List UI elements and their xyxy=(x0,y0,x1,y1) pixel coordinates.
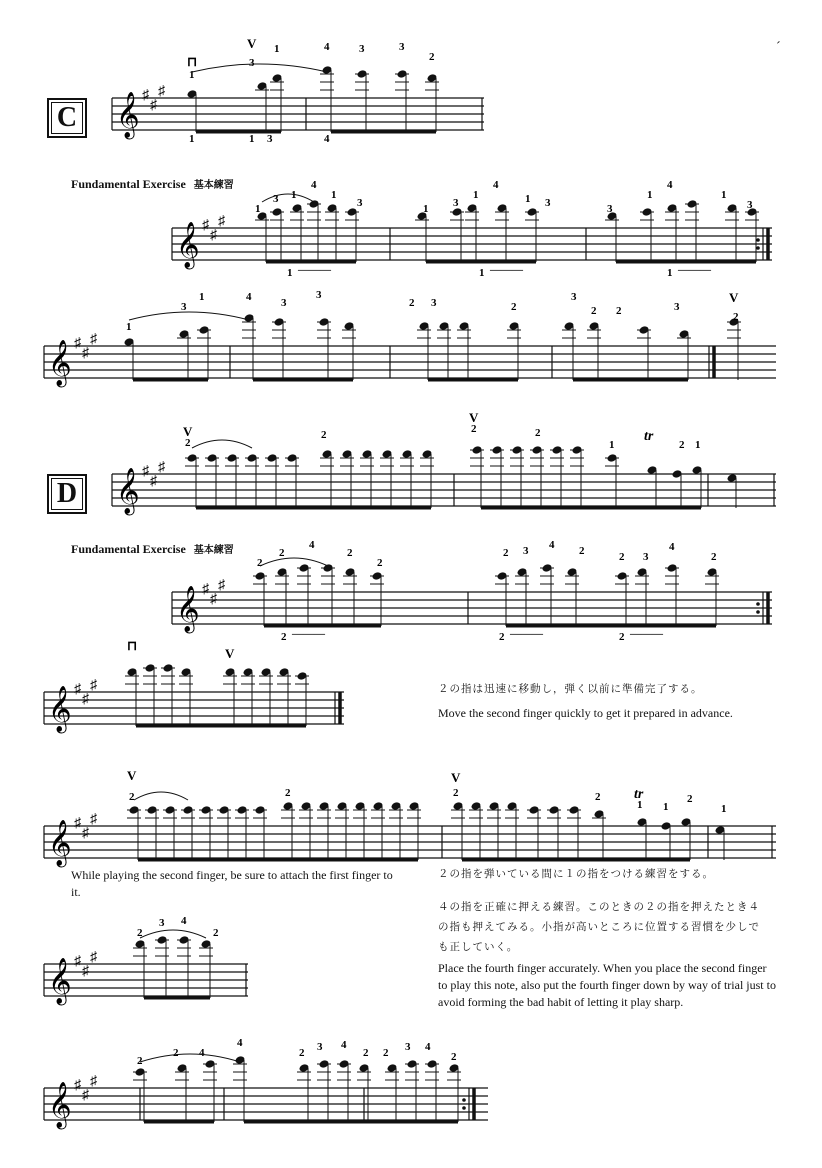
key-sharp: ♯ xyxy=(74,1078,81,1093)
staff-d-exercise xyxy=(172,539,782,643)
fingering-number: 3 xyxy=(643,551,649,563)
fingering-number: 4 xyxy=(669,541,675,553)
fingering-number: 2 xyxy=(257,557,263,569)
extension-line: ——— xyxy=(678,264,711,276)
fingering-number: 3 xyxy=(674,301,680,313)
key-sharp: ♯ xyxy=(218,578,225,593)
staff-d-fourth-short xyxy=(44,910,254,1020)
key-sharp: ♯ xyxy=(218,214,225,229)
extension-line: ——— xyxy=(630,628,663,640)
fingering-number: 4 xyxy=(309,539,315,551)
fingering-number: 3 xyxy=(747,199,753,211)
key-sharp: ♯ xyxy=(150,474,157,489)
fingering-number: 3 xyxy=(249,57,255,69)
fingering-below: 2 xyxy=(619,631,625,643)
treble-clef: 𝄞 xyxy=(116,468,140,513)
key-sharp: ♯ xyxy=(74,816,81,831)
fingering-below: 4 xyxy=(324,133,330,145)
treble-clef: 𝄞 xyxy=(48,1082,72,1127)
fingering-number: 3 xyxy=(317,1041,323,1053)
treble-clef: 𝄞 xyxy=(116,92,140,137)
fingering-number: 2 xyxy=(429,51,435,63)
fingering-number: 1 xyxy=(473,189,479,201)
repeat-dot xyxy=(462,1106,466,1110)
fingering-number: 2 xyxy=(173,1047,179,1059)
key-sharp: ♯ xyxy=(210,228,217,243)
fingering-number: 2 xyxy=(511,301,517,313)
fingering-number: 2 xyxy=(377,557,383,569)
slur xyxy=(262,194,314,202)
fingering-number: 2 xyxy=(679,439,685,451)
fingering-number: 4 xyxy=(199,1047,205,1059)
note-attach-first-jp: ２の指を弾いている間に１の指をつける練習をする。 xyxy=(438,869,714,880)
exercise-heading-en: Fundamental Exercise xyxy=(71,177,186,191)
up-bow-mark: V xyxy=(469,410,479,425)
fingering-number: 3 xyxy=(607,203,613,215)
fingering-number: 2 xyxy=(347,547,353,559)
key-sharp: ♯ xyxy=(142,464,149,479)
fingering-number: 1 xyxy=(274,43,280,55)
key-sharp: ♯ xyxy=(158,460,165,475)
note-attach-first-en: While playing the second finger, be sure to attach the first finger to it. xyxy=(71,868,393,899)
slur xyxy=(192,64,327,72)
key-sharp: ♯ xyxy=(202,582,209,597)
fingering-below: 1 xyxy=(249,133,255,145)
fingering-number: 2 xyxy=(363,1047,369,1059)
fingering-number: 1 xyxy=(637,799,643,811)
key-sharp: ♯ xyxy=(82,826,89,841)
fingering-number: 2 xyxy=(591,305,597,317)
fingering-number: 2 xyxy=(299,1047,305,1059)
fingering-number: 1 xyxy=(663,801,669,813)
key-sharp: ♯ xyxy=(90,950,97,965)
exercise-heading-jp: 基本練習 xyxy=(193,545,234,556)
treble-clef: 𝄞 xyxy=(48,820,72,865)
fingering-number: 2 xyxy=(579,545,585,557)
extension-line: ——— xyxy=(298,264,331,276)
fingering-number: 1 xyxy=(721,189,727,201)
up-bow-mark: V xyxy=(225,646,235,661)
fingering-number: 1 xyxy=(291,189,297,201)
staff-c-exercise xyxy=(172,178,782,278)
section-label-d: D xyxy=(47,474,87,514)
exercise-heading-jp: 基本練習 xyxy=(193,180,234,191)
key-sharp: ♯ xyxy=(74,682,81,697)
fingering-number: 1 xyxy=(423,203,429,215)
fingering-number: 2 xyxy=(733,311,739,323)
note-fourth-jp: ４の指を正確に押える練習。このときの２の指を押えたとき４の指も押えてみる。小指が高いところに位置する習慣を少しでも正していく。 xyxy=(438,902,760,953)
up-bow-mark: V xyxy=(451,770,461,785)
fingering-number: 3 xyxy=(405,1041,411,1053)
fingering-number: 1 xyxy=(255,203,261,215)
fingering-number: 2 xyxy=(687,793,693,805)
key-sharp: ♯ xyxy=(90,1074,97,1089)
up-bow-mark: V xyxy=(729,290,739,305)
up-bow-mark: V xyxy=(183,424,193,439)
fingering-number: 3 xyxy=(359,43,365,55)
treble-clef: 𝄞 xyxy=(176,586,200,631)
fingering-number: 4 xyxy=(311,179,317,191)
fingering-number: 1 xyxy=(609,439,615,451)
slur xyxy=(260,558,328,566)
fingering-number: 2 xyxy=(129,791,135,803)
fingering-number: 3 xyxy=(273,193,279,205)
fingering-number: 1 xyxy=(331,189,337,201)
fingering-number: 2 xyxy=(619,551,625,563)
key-sharp: ♯ xyxy=(74,954,81,969)
fingering-number: 2 xyxy=(383,1047,389,1059)
staff-d-fourth-finger xyxy=(44,1037,494,1140)
fingering-number: 3 xyxy=(545,197,551,209)
fingering-number: 2 xyxy=(285,787,291,799)
fingering-number: 3 xyxy=(571,291,577,303)
key-sharp: ♯ xyxy=(90,332,97,347)
slur xyxy=(129,312,249,320)
down-bow-mark: ⊓ xyxy=(187,54,198,69)
fingering-below: 1 xyxy=(667,267,673,279)
fingering-number: 2 xyxy=(535,427,541,439)
fingering-below: 1 xyxy=(189,133,195,145)
slur xyxy=(192,440,252,448)
fingering-number: 2 xyxy=(503,547,509,559)
fingering-number: 3 xyxy=(281,297,287,309)
fingering-number: 4 xyxy=(667,179,673,191)
repeat-dot xyxy=(756,610,760,614)
note-second-finger-jp: ２の指は迅速に移動し，弾く以前に準備完了する。 xyxy=(438,684,703,695)
fingering-number: 3 xyxy=(181,301,187,313)
fingering-number: 4 xyxy=(324,41,330,53)
staff-d-attach-first xyxy=(44,768,780,872)
key-sharp: ♯ xyxy=(82,964,89,979)
extension-line: ——— xyxy=(490,264,523,276)
repeat-dot xyxy=(756,246,760,250)
fingering-number: 1 xyxy=(126,321,132,333)
fingering-below: 2 xyxy=(281,631,287,643)
note-fourth-en: Place the fourth finger accurately. When you place the second finger to play this note, also put the fourth finger down by way of trial just to avoid forming the bad habit of letting it play sharp. xyxy=(438,961,776,1009)
fingering-below: 2 xyxy=(499,631,505,643)
fingering-number: 4 xyxy=(181,915,187,927)
fingering-number: 3 xyxy=(453,197,459,209)
fingering-below: 3 xyxy=(267,133,273,145)
up-bow-mark: V xyxy=(247,36,257,51)
fingering-number: 4 xyxy=(341,1039,347,1051)
fingering-number: 1 xyxy=(721,803,727,815)
treble-clef: 𝄞 xyxy=(48,686,72,731)
extension-line: ——— xyxy=(292,628,325,640)
trill-mark: tr xyxy=(644,429,654,444)
staff-c-continuation xyxy=(44,290,780,390)
fingering-number: 4 xyxy=(425,1041,431,1053)
key-sharp: ♯ xyxy=(158,84,165,99)
repeat-dot xyxy=(756,238,760,242)
repeat-dot xyxy=(462,1098,466,1102)
key-sharp: ♯ xyxy=(74,336,81,351)
corner-mark: ˊ xyxy=(776,40,781,55)
fingering-number: 2 xyxy=(711,551,717,563)
fingering-number: 4 xyxy=(246,291,252,303)
treble-clef: 𝄞 xyxy=(48,340,72,385)
fingering-number: 4 xyxy=(549,539,555,551)
fingering-number: 2 xyxy=(213,927,219,939)
fingering-number: 3 xyxy=(523,545,529,557)
down-bow-mark: ⊓ xyxy=(127,638,138,653)
extension-line: ——— xyxy=(510,628,543,640)
staff-d-passage xyxy=(112,408,780,520)
fingering-number: 1 xyxy=(189,69,195,81)
fingering-number: 3 xyxy=(431,297,437,309)
fingering-number: 3 xyxy=(316,289,322,301)
key-sharp: ♯ xyxy=(150,98,157,113)
staff-c-passage xyxy=(112,36,492,150)
key-sharp: ♯ xyxy=(82,346,89,361)
key-sharp: ♯ xyxy=(82,692,89,707)
staff-d-second-finger xyxy=(44,638,354,752)
repeat-dot xyxy=(756,602,760,606)
key-sharp: ♯ xyxy=(90,812,97,827)
fingering-number: 1 xyxy=(525,193,531,205)
slur xyxy=(140,930,206,938)
fingering-number: 3 xyxy=(159,917,165,929)
fingering-number: 2 xyxy=(137,927,143,939)
fingering-number: 2 xyxy=(137,1055,143,1067)
key-sharp: ♯ xyxy=(82,1088,89,1103)
fingering-number: 1 xyxy=(695,439,701,451)
key-sharp: ♯ xyxy=(90,678,97,693)
up-bow-mark: V xyxy=(127,768,137,783)
fingering-number: 3 xyxy=(399,41,405,53)
fingering-number: 2 xyxy=(595,791,601,803)
fingering-number: 2 xyxy=(471,423,477,435)
fingering-number: 2 xyxy=(185,437,191,449)
trill-mark: tr xyxy=(634,787,644,802)
exercise-heading-en: Fundamental Exercise xyxy=(71,542,186,556)
fingering-number: 4 xyxy=(237,1037,243,1049)
fingering-number: 1 xyxy=(199,291,205,303)
fingering-below: 1 xyxy=(479,267,485,279)
note-second-finger-en: Move the second finger quickly to get it prepared in advance. xyxy=(438,706,733,720)
fingering-number: 2 xyxy=(321,429,327,441)
treble-clef: 𝄞 xyxy=(176,222,200,267)
section-label-c: C xyxy=(47,98,87,138)
key-sharp: ♯ xyxy=(202,218,209,233)
fingering-number: 2 xyxy=(616,305,622,317)
treble-clef: 𝄞 xyxy=(48,958,72,1003)
fingering-number: 2 xyxy=(453,787,459,799)
fingering-number: 4 xyxy=(493,179,499,191)
fingering-number: 1 xyxy=(647,189,653,201)
fingering-below: 1 xyxy=(287,267,293,279)
slur xyxy=(140,1054,240,1062)
slur xyxy=(134,792,188,800)
key-sharp: ♯ xyxy=(210,592,217,607)
fingering-number: 2 xyxy=(451,1051,457,1063)
fingering-number: 2 xyxy=(279,547,285,559)
fingering-number: 3 xyxy=(357,197,363,209)
fingering-number: 2 xyxy=(409,297,415,309)
key-sharp: ♯ xyxy=(142,88,149,103)
